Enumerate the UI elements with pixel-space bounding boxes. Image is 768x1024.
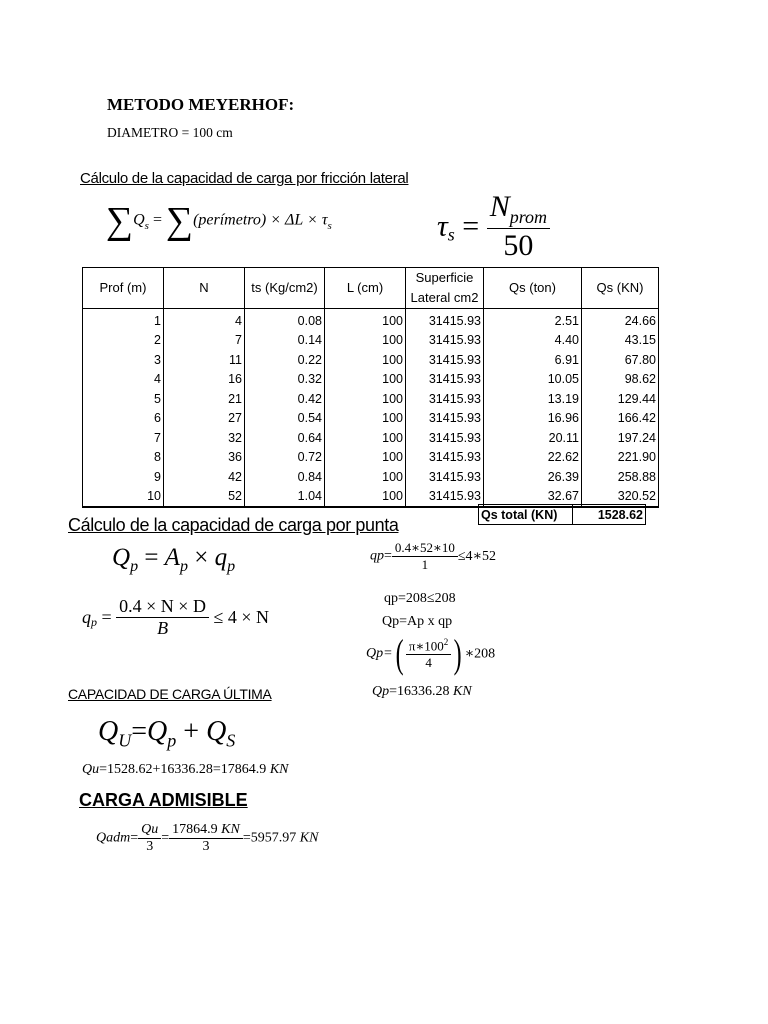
qp-calc-1: qp= $\frac{0.4∗52∗10}{1}$ ≤4∗52 [370, 540, 497, 572]
col-header-superficie: Superficie Lateral cm2 [406, 268, 484, 309]
table-cell: 24.66 [582, 309, 659, 331]
table-cell: 100 [325, 309, 406, 331]
table-cell: 67.80 [582, 350, 659, 370]
qu-formula: $Q_U=Q_p + Q_S$ [98, 716, 236, 751]
table-cell: 100 [325, 409, 406, 429]
table-cell: 0.42 [245, 389, 325, 409]
friction-table [82, 267, 659, 508]
table-cell: 52 [164, 487, 245, 508]
table-cell: 31415.93 [406, 350, 484, 370]
table-row [83, 467, 659, 487]
table-cell: 32.67 [484, 487, 582, 508]
table-cell: 197.24 [582, 428, 659, 448]
table-cell: 10 [83, 487, 164, 508]
table-cell: 5 [83, 389, 164, 409]
table-cell: 22.62 [484, 448, 582, 468]
table-cell: 6.91 [484, 350, 582, 370]
table-cell: 16.96 [484, 409, 582, 429]
total-label: Qs total (KN) [479, 505, 573, 525]
col-header-l: L (cm) [325, 268, 406, 309]
table-cell: 4 [164, 309, 245, 331]
table-cell: 0.22 [245, 350, 325, 370]
table-cell: 20.11 [484, 428, 582, 448]
table-cell: 0.54 [245, 409, 325, 429]
table-cell: 258.88 [582, 467, 659, 487]
table-cell: 10.05 [484, 370, 582, 390]
lateral-heading: Cálculo de la capacidad de carga por fricción lateral [80, 170, 409, 187]
qp-calc-4: Qp=( $\frac{\pi∗100^2}{4}$ ) ∗208 [366, 631, 496, 676]
table-cell: 7 [83, 428, 164, 448]
table-cell: 2.51 [484, 309, 582, 331]
table-cell: 26.39 [484, 467, 582, 487]
col-header-prof: Prof (m) [83, 268, 164, 309]
table-cell: 100 [325, 487, 406, 508]
table-cell: 16 [164, 370, 245, 390]
table-cell: 0.32 [245, 370, 325, 390]
table-cell: 0.64 [245, 428, 325, 448]
table-cell: 43.15 [582, 331, 659, 351]
tau-formula: $\tau_s$ = $\frac{N_{prom}}{50}$ [437, 190, 550, 263]
col-header-qs-kn: Qs (KN) [582, 268, 659, 309]
table-cell: 100 [325, 389, 406, 409]
table-cell: 9 [83, 467, 164, 487]
sum-qs-formula: $\sum Q_s$ = ∑(perímetro) × $\Delta L \times \tau_s$ [106, 200, 332, 242]
tip-heading: Cálculo de la capacidad de carga por punta [68, 515, 399, 535]
diameter-line: DIAMETRO = 100 cm [107, 125, 233, 140]
qp-calc-3: Qp=Ap x qp [382, 614, 453, 629]
page-title: METODO MEYERHOF: [107, 95, 295, 114]
table-cell: 31415.93 [406, 409, 484, 429]
col-header-qs-ton: Qs (ton) [484, 268, 582, 309]
table-cell: 36 [164, 448, 245, 468]
table-row [83, 331, 659, 351]
table-cell: 8 [83, 448, 164, 468]
qp-calc-5: Qp=16336.28 KN [372, 684, 472, 699]
table-cell: 100 [325, 448, 406, 468]
table-header-row [83, 268, 659, 309]
table-row [83, 409, 659, 429]
table-row [83, 350, 659, 370]
table-row [83, 428, 659, 448]
table-cell: 100 [325, 428, 406, 448]
table-cell: 100 [325, 350, 406, 370]
table-cell: 31415.93 [406, 487, 484, 508]
table-cell: 320.52 [582, 487, 659, 508]
table-cell: 0.14 [245, 331, 325, 351]
table-cell: 31415.93 [406, 389, 484, 409]
admissible-heading: CARGA ADMISIBLE [79, 790, 248, 810]
table-cell: 31415.93 [406, 448, 484, 468]
qp-calc-2: qp=208≤208 [384, 591, 456, 606]
qp-formula: $Q_p = A_p \times q_p$ [112, 544, 236, 575]
table-cell: 7 [164, 331, 245, 351]
table-cell: 100 [325, 331, 406, 351]
table-row [83, 448, 659, 468]
table-cell: 166.42 [582, 409, 659, 429]
table-cell: 6 [83, 409, 164, 429]
table-cell: 0.08 [245, 309, 325, 331]
col-header-ts: ts (Kg/cm2) [245, 268, 325, 309]
table-cell: 4 [83, 370, 164, 390]
table-cell: 27 [164, 409, 245, 429]
table-cell: 42 [164, 467, 245, 487]
table-cell: 11 [164, 350, 245, 370]
table-cell: 13.19 [484, 389, 582, 409]
table-cell: 31415.93 [406, 309, 484, 331]
table-cell: 2 [83, 331, 164, 351]
table-cell: 221.90 [582, 448, 659, 468]
table-cell: 31415.93 [406, 331, 484, 351]
table-cell: 1 [83, 309, 164, 331]
table-row [83, 309, 659, 331]
table-cell: 4.40 [484, 331, 582, 351]
table-cell: 32 [164, 428, 245, 448]
table-cell: 98.62 [582, 370, 659, 390]
table-cell: 31415.93 [406, 467, 484, 487]
table-cell: 0.72 [245, 448, 325, 468]
table-cell: 100 [325, 370, 406, 390]
ultimate-heading: CAPACIDAD DE CARGA ÚLTIMA [68, 686, 272, 702]
qadm-calc: Qadm= $\frac{Qu}{3}$ = $\frac{17864.9 KN}{3}$ =5957.97 KN [96, 822, 319, 854]
total-value: 1528.62 [573, 505, 646, 525]
table-cell: 31415.93 [406, 370, 484, 390]
col-header-n: N [164, 268, 245, 309]
qu-calc: Qu=1528.62+16336.28=17864.9 KN [82, 762, 289, 777]
table-cell: 31415.93 [406, 428, 484, 448]
table-cell: 3 [83, 350, 164, 370]
table-row [83, 389, 659, 409]
qp-small-formula: $q_p$ = $\frac{0.4 \times N \times D}{B}$ ≤ 4 × N [82, 596, 269, 638]
table-row [83, 370, 659, 390]
table-cell: 1.04 [245, 487, 325, 508]
table-cell: 21 [164, 389, 245, 409]
totals-box [478, 504, 646, 525]
table-cell: 129.44 [582, 389, 659, 409]
table-cell: 0.84 [245, 467, 325, 487]
table-cell: 100 [325, 467, 406, 487]
